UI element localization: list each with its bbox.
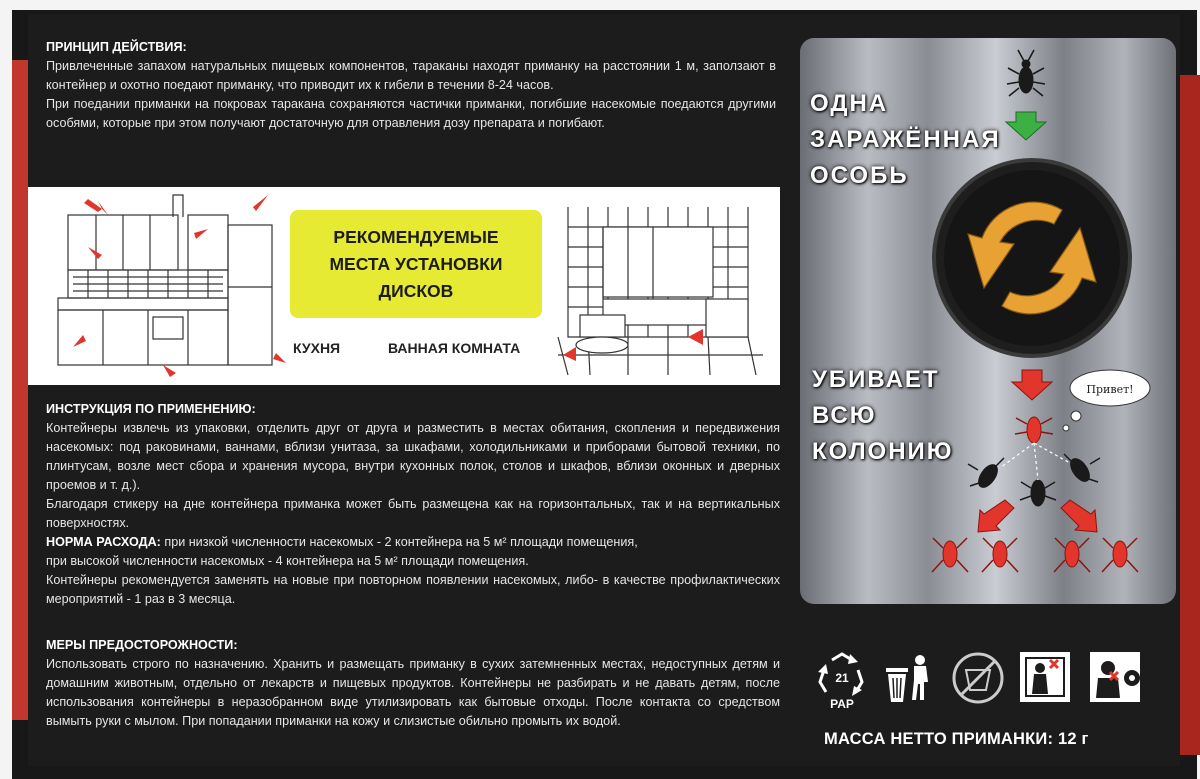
trash-bin-icon	[880, 650, 934, 704]
colony-panel	[800, 38, 1176, 604]
instruction-para2: Благодаря стикеру на дне контейнера приманка может быть размещена как на горизонтальных, так и на вертикальных поверхностях.	[46, 497, 780, 530]
infected-line2: ЗАРАЖЁННАЯ	[810, 126, 1001, 153]
principle-title: ПРИНЦИП ДЕЙСТВИЯ:	[46, 40, 187, 54]
recommend-box	[290, 210, 542, 318]
recommend-line2: МЕСТА УСТАНОВКИ	[329, 253, 503, 274]
recommend-line3: ДИСКОВ	[378, 280, 454, 301]
net-mass-label: МАССА НЕТТО ПРИМАНКИ: 12 г	[824, 730, 1089, 748]
speech-bubble-icon	[1063, 370, 1150, 431]
infected-text	[810, 86, 1001, 194]
green-down-arrow-icon	[1006, 112, 1046, 140]
norm-low: при низкой численности насекомых - 2 контейнера на 5 м² площади помещения,	[160, 535, 638, 549]
red-down-arrow-icon	[1012, 370, 1052, 400]
instruction-para3: Контейнеры рекомендуется заменять на новые при повторном появлении насекомых, либо- в качестве профилактических мероприятий - 1 раз в 3 месяца.	[46, 573, 780, 606]
principle-para2: При поедании приманки на покровах таракана сохраняются частички приманки, погибшие насекомые поедаются другими особями, которые при этом получают достаточную для отравления дозу препарата и погибают.	[46, 97, 776, 130]
infected-line1: ОДНА	[810, 90, 889, 117]
precautions-text: Использовать строго по назначению. Хранить и размещать приманку в сухих затемненных местах, недоступных детям и домашним животным, отдельно от лекарств и пищевых продуктов. Контейнеры не разбирать и не давать детям, после использования контейнеры в неразобранном виде утилизировать как бытовые отходы. После контакта со средством вымыть руки с мылом. При попадании приманки на кожу и слизистые обильно промыть их водой.	[46, 657, 780, 728]
principle-para1: Привлеченные запахом натуральных пищевых компонентов, тараканы находят приманку на расстоянии 1 м, заползают в контейнер и охотно поедают приманку, что приводит их к гибели в течении 8-24 часов.	[46, 59, 776, 92]
bathroom-label: ВАННАЯ КОМНАТА	[388, 340, 521, 356]
recycle-number: 21	[835, 671, 849, 685]
no-food-contact-icon	[948, 650, 1002, 704]
cockroach-icon	[1007, 50, 1045, 96]
kills-line3: КОЛОНИЮ	[812, 438, 954, 465]
infected-line3: ОСОБЬ	[810, 162, 909, 189]
kills-line1: УБИВАЕТ	[812, 366, 940, 393]
instruction-para1: Контейнеры извлечь из упаковки, отделить друг от друга и разместить в местах обитания, скопления и передвижения насекомых: под раковинами, ваннами, вблизи унитаза, за шкафами, холодильниками и приборами бытовой техники, по плинтусам, возле мест сбора и хранения мусора, внутри кухонных полок, столов и шкафов, вблизи оконных и дверных проемов и т. д.).	[46, 421, 780, 492]
recycle-icon	[812, 650, 866, 710]
instruction-section	[46, 400, 780, 609]
principle-section	[46, 38, 776, 133]
keep-away-from-children-icon	[1018, 650, 1072, 704]
recycle-code: PAP	[830, 697, 854, 710]
recommend-line1: РЕКОМЕНДУЕМЫЕ	[333, 226, 499, 247]
precautions-title: МЕРЫ ПРЕДОСТОРОЖНОСТИ:	[46, 638, 238, 652]
bubble-text: Привет!	[1086, 383, 1134, 396]
norm-high: при высокой численности насекомых - 4 контейнера на 5 м² площади помещения.	[46, 554, 529, 568]
norm-line1	[46, 533, 780, 552]
kills-line2: ВСЮ	[812, 402, 877, 429]
instruction-title: ИНСТРУКЦИЯ ПО ПРИМЕНЕНИЮ:	[46, 402, 256, 416]
kills-text	[812, 362, 954, 470]
kitchen-label: КУХНЯ	[293, 340, 341, 356]
precautions-section	[46, 636, 780, 731]
wash-hands-icon	[1088, 650, 1142, 704]
norm-label: НОРМА РАСХОДА:	[46, 535, 161, 549]
